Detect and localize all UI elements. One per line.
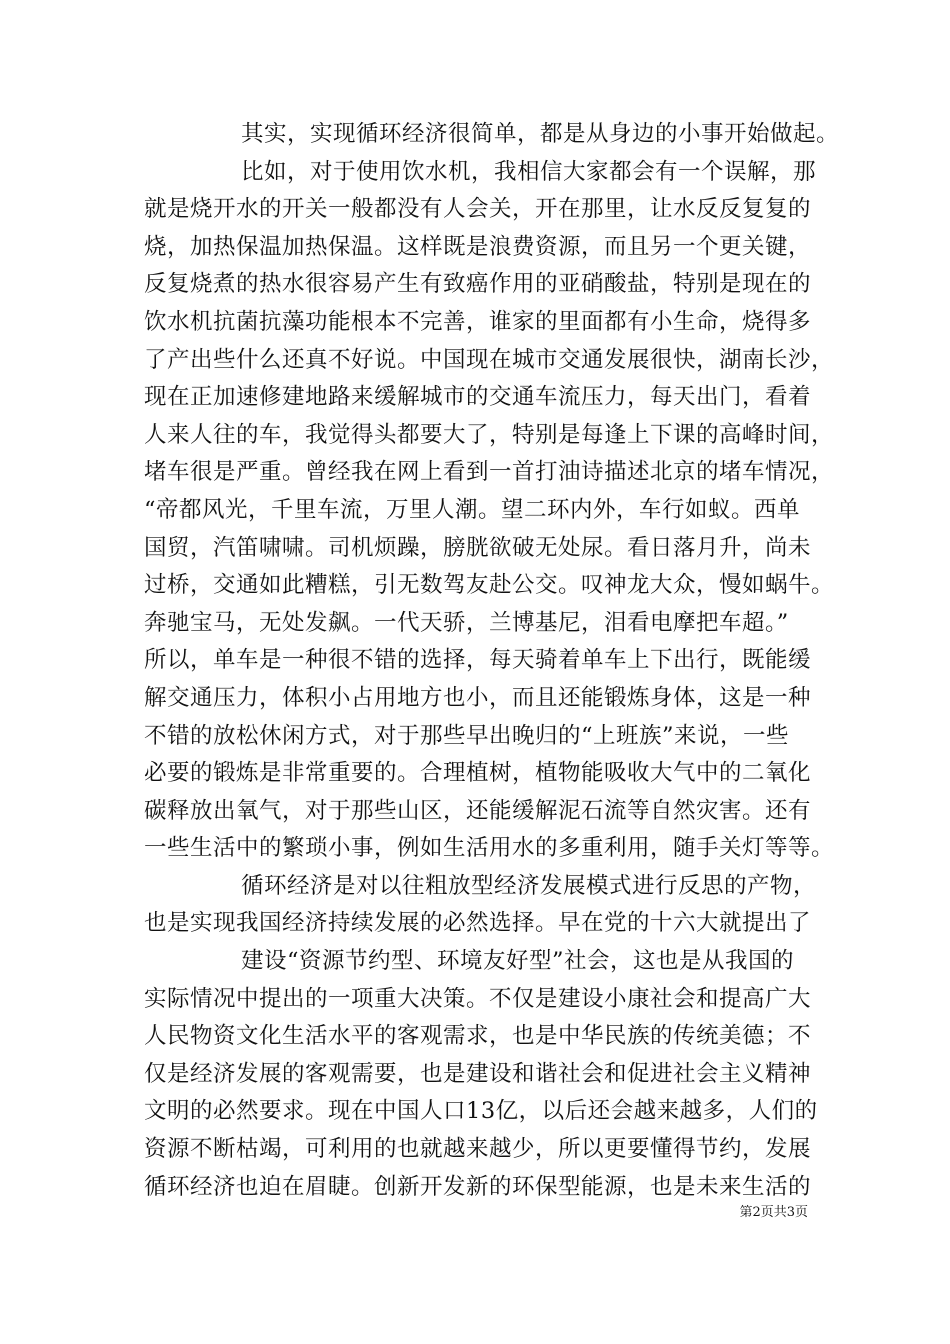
text-line: 比如，对于使用饮水机，我相信大家都会有一个误解，那 bbox=[241, 158, 817, 185]
text-line: 一些生活中的繁琐小事，例如生活用水的多重利用，随手关灯等等。 bbox=[144, 835, 835, 862]
text-line: 奔驰宝马，无处发飙。一代天骄，兰博基尼，泪看电摩把车超。” bbox=[144, 609, 789, 636]
text-line: 解交通压力，体积小占用地方也小，而且还能锻炼身体，这是一种 bbox=[144, 684, 812, 711]
text-line: 人来人往的车，我觉得头都要大了，特别是每逢上下课的高峰时间， bbox=[144, 421, 835, 448]
document-body bbox=[144, 116, 840, 1206]
text-line: 就是烧开水的开关一般都没有人会关，开在那里，让水反反复复的 bbox=[144, 196, 812, 223]
text-line: 过桥，交通如此糟糕，引无数驾友赴公交。叹神龙大众，慢如蜗牛。 bbox=[144, 572, 835, 599]
text-line: 循环经济是对以往粗放型经济发展模式进行反思的产物， bbox=[241, 872, 817, 899]
text-line: 反复烧煮的热水很容易产生有致癌作用的亚硝酸盐，特别是现在的 bbox=[144, 271, 812, 298]
text-line: 国贸，汽笛啸啸。司机烦躁，膀胱欲破无处尿。看日落月升，尚未 bbox=[144, 534, 812, 561]
text-line: 人民物资文化生活水平的客观需求，也是中华民族的传统美德；不 bbox=[144, 1023, 812, 1050]
text-line: 建设“资源节约型、环境友好型”社会，这也是从我国的 bbox=[241, 948, 795, 975]
text-line: 资源不断枯竭，可利用的也就越来越少，所以更要懂得节约，发展 bbox=[144, 1136, 812, 1163]
text-line: 循环经济也迫在眉睫。创新开发新的环保型能源，也是未来生活的 bbox=[144, 1173, 812, 1200]
text-line: 仅是经济发展的客观需要，也是建设和谐社会和促进社会主义精神 bbox=[144, 1060, 812, 1087]
text-line: 堵车很是严重。曾经我在网上看到一首打油诗描述北京的堵车情况， bbox=[144, 459, 835, 486]
text-line: 其实，实现循环经济很简单，都是从身边的小事开始做起。 bbox=[241, 121, 840, 147]
text-line: 不错的放松休闲方式，对于那些早出晚归的“上班族”来说，一些 bbox=[144, 722, 790, 749]
text-line: “帝都风光，千里车流，万里人潮。望二环内外，车行如蚁。西单 bbox=[144, 496, 801, 523]
text-line: 所以，单车是一种很不错的选择，每天骑着单车上下出行，既能缓 bbox=[144, 647, 812, 674]
text-line: 碳释放出氧气，对于那些山区，还能缓解泥石流等自然灾害。还有 bbox=[144, 797, 812, 824]
text-line: 了产出些什么还真不好说。中国现在城市交通发展很快，湖南长沙， bbox=[144, 346, 835, 373]
page-number: 第2页共3页 bbox=[739, 1205, 808, 1220]
text-line: 必要的锻炼是非常重要的。合理植树，植物能吸收大气中的二氧化 bbox=[144, 760, 812, 787]
text-line: 烧，加热保温加热保温。这样既是浪费资源，而且另一个更关键， bbox=[144, 233, 812, 260]
text-line: 饮水机抗菌抗藻功能根本不完善，谁家的里面都有小生命，烧得多 bbox=[144, 308, 812, 335]
text-line: 也是实现我国经济持续发展的必然选择。早在党的十六大就提出了 bbox=[144, 910, 812, 937]
text-line: 文明的必然要求。现在中国人口13亿，以后还会越来越多，人们的 bbox=[144, 1098, 818, 1125]
text-line: 现在正加速修建地路来缓解城市的交通车流压力，每天出门，看着 bbox=[144, 384, 812, 411]
text-line: 实际情况中提出的一项重大决策。不仅是建设小康社会和提高广大 bbox=[144, 985, 812, 1012]
